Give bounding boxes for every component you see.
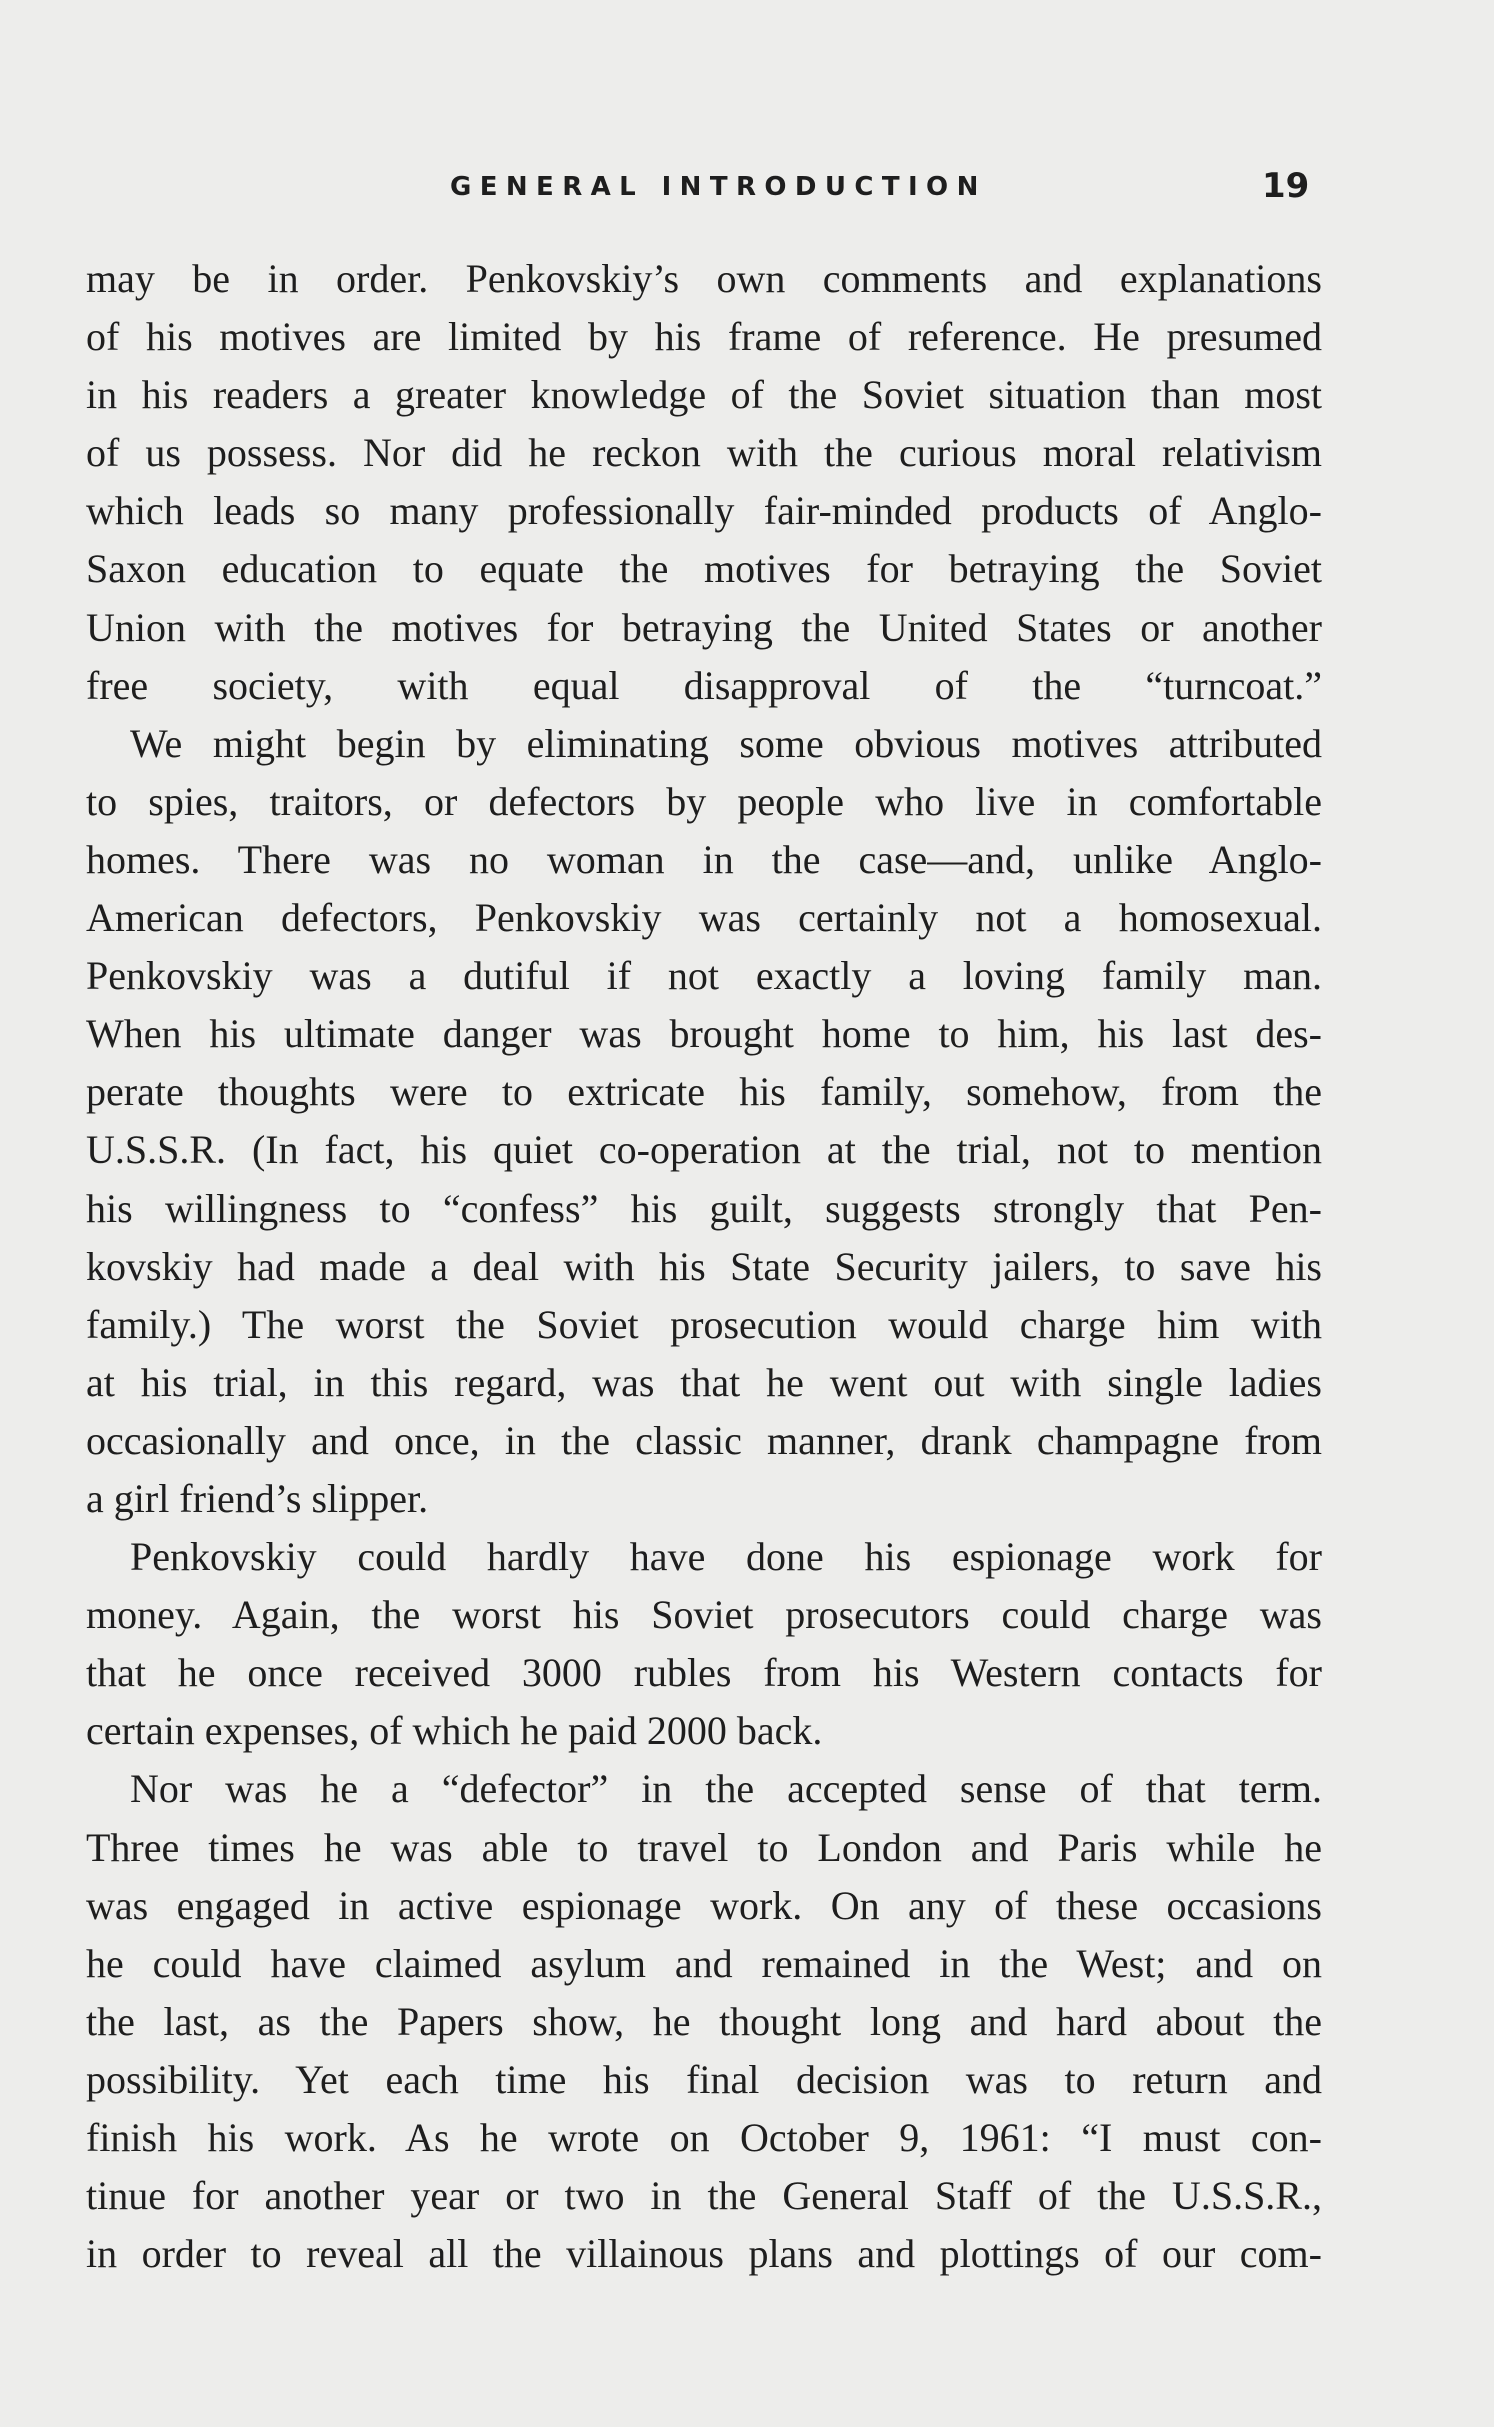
text-line: We might begin by eliminating some obvious motives attributed bbox=[130, 720, 1322, 766]
text-line: of his motives are limited by his frame of reference. He presumed bbox=[86, 314, 1322, 360]
text-line: which leads so many professionally fair-minded products of Anglo- bbox=[86, 488, 1322, 534]
page-number: 19 bbox=[1262, 166, 1310, 206]
body-text bbox=[86, 250, 1322, 2283]
text-line: at his trial, in this regard, was that he went out with single ladies bbox=[86, 1359, 1322, 1405]
text-line: may be in order. Penkovskiy’s own comments and explanations bbox=[86, 256, 1322, 301]
text-line: U.S.S.R. (In fact, his quiet co-operation at the trial, not to mention bbox=[86, 1127, 1322, 1173]
text-line: free society, with equal disapproval of the “turncoat.” bbox=[86, 662, 1322, 708]
running-head bbox=[0, 166, 1494, 212]
text-line: a girl friend’s slipper. bbox=[86, 1475, 429, 1521]
text-line: of us possess. Nor did he reckon with the curious moral relativism bbox=[86, 430, 1322, 476]
text-line: occasionally and once, in the classic manner, drank champagne from bbox=[86, 1417, 1322, 1463]
text-line: When his ultimate danger was brought home to him, his last des- bbox=[86, 1011, 1322, 1057]
text-line: Union with the motives for betraying the United States or another bbox=[86, 604, 1322, 650]
text-line: Saxon education to equate the motives for betraying the Soviet bbox=[86, 546, 1322, 592]
text-line: Nor was he a “defector” in the accepted sense of that term. bbox=[130, 1766, 1322, 1812]
text-line: finish his work. As he wrote on October 9, 1961: “I must con- bbox=[86, 2115, 1322, 2160]
running-title: GENERAL INTRODUCTION bbox=[450, 172, 987, 202]
text-line: American defectors, Penkovskiy was certainly not a homosexual. bbox=[86, 895, 1322, 941]
text-line: in his readers a greater knowledge of the Soviet situation than most bbox=[86, 372, 1322, 418]
text-line: was engaged in active espionage work. On any of these occasions bbox=[86, 1882, 1322, 1928]
text-line: perate thoughts were to extricate his family, somehow, from the bbox=[86, 1069, 1322, 1115]
text-line: Three times he was able to travel to London and Paris while he bbox=[86, 1824, 1322, 1870]
text-line: in order to reveal all the villainous plans and plottings of our com- bbox=[86, 2231, 1322, 2277]
text-line: certain expenses, of which he paid 2000 back. bbox=[86, 1708, 823, 1754]
text-line: Penkovskiy was a dutiful if not exactly a loving family man. bbox=[86, 953, 1322, 999]
text-line: he could have claimed asylum and remained in the West; and on bbox=[86, 1940, 1322, 1986]
text-line: that he once received 3000 rubles from his Western contacts for bbox=[86, 1650, 1322, 1696]
text-line: possibility. Yet each time his final decision was to return and bbox=[86, 2056, 1322, 2102]
text-line: homes. There was no woman in the case—and, unlike Anglo- bbox=[86, 836, 1322, 882]
text-line: to spies, traitors, or defectors by people who live in comfortable bbox=[86, 778, 1322, 824]
text-line: family.) The worst the Soviet prosecution would charge him with bbox=[86, 1301, 1322, 1347]
text-line: Penkovskiy could hardly have done his espionage work for bbox=[130, 1534, 1322, 1580]
text-line: the last, as the Papers show, he thought long and hard about the bbox=[86, 1998, 1322, 2044]
text-line: his willingness to “confess” his guilt, suggests strongly that Pen- bbox=[86, 1185, 1322, 1231]
text-line: money. Again, the worst his Soviet prosecutors could charge was bbox=[86, 1592, 1322, 1638]
text-line: tinue for another year or two in the General Staff of the U.S.S.R., bbox=[86, 2173, 1322, 2219]
text-line: kovskiy had made a deal with his State Security jailers, to save his bbox=[86, 1243, 1322, 1289]
